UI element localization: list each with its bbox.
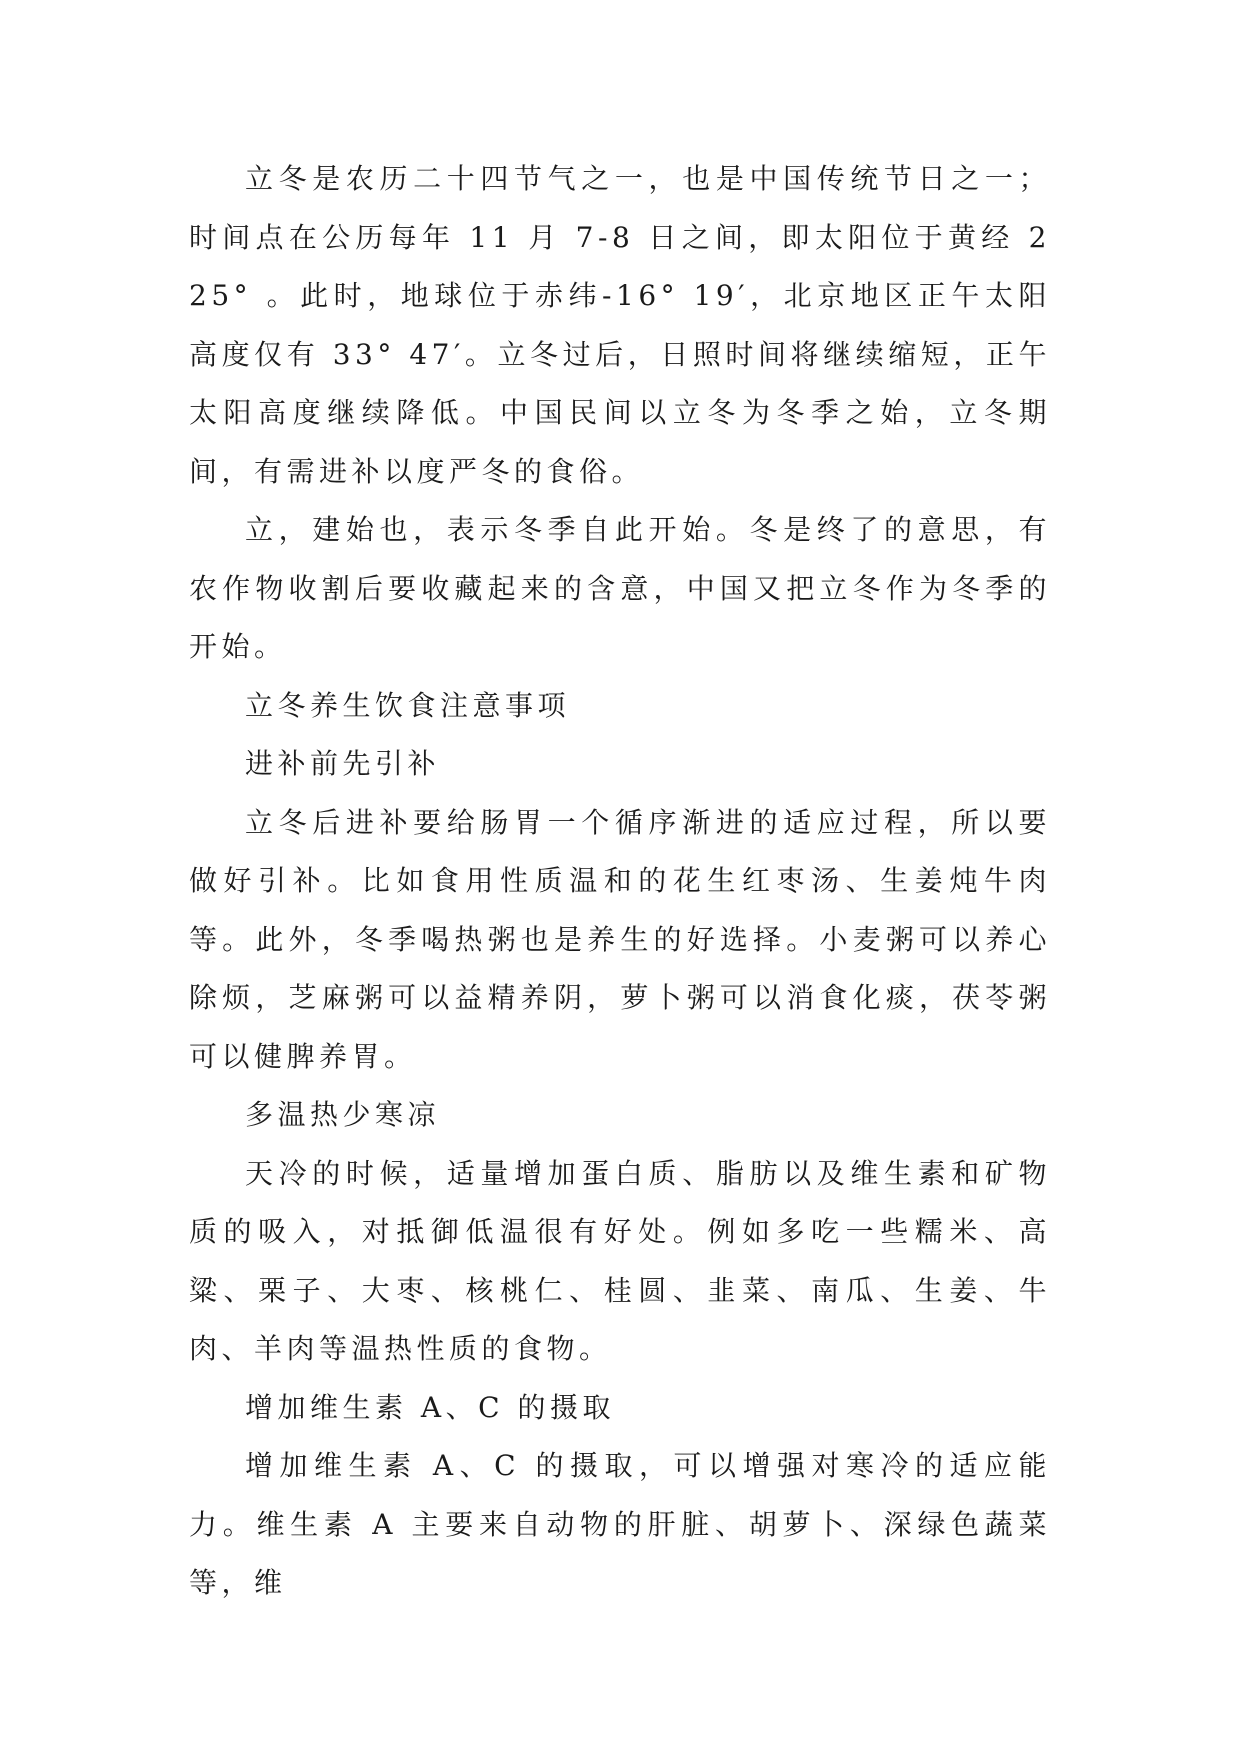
meaning-paragraph: 立，建始也，表示冬季自此开始。冬是终了的意思，有农作物收割后要收藏起来的含意，中国又把立冬作为冬季的开始。: [189, 513, 1051, 663]
subheading-vitamins: 增加维生素 A、C 的摄取: [245, 1390, 615, 1424]
warm-food-paragraph: 天冷的时候，适量增加蛋白质、脂肪以及维生素和矿物质的吸入，对抵御低温很有好处。例如多吃一些糯米、高粱、栗子、大枣、核桃仁、桂圆、韭菜、南瓜、生姜、牛肉、羊肉等温热性质的食物。: [189, 1156, 1051, 1365]
document-body: [189, 150, 1051, 1613]
tonic-paragraph: 立冬后进补要给肠胃一个循序渐进的适应过程，所以要做好引补。比如食用性质温和的花生红枣汤、生姜炖牛肉等。此外，冬季喝热粥也是养生的好选择。小麦粥可以养心除烦，芝麻粥可以益精养阴，萝卜粥可以消食化痰，茯苓粥可以健脾养胃。: [189, 805, 1051, 1073]
intro-paragraph: 立冬是农历二十四节气之一，也是中国传统节日之一；时间点在公历每年 11 月 7-8 日之间，即太阳位于黄经 225° 。此时，地球位于赤纬-16° 19′，北京地区正午太阳高度仅有 33° 47′。立冬过后，日照时间将继续缩短，正午太阳高度继续降低。中国民间以立冬为冬季之始，立冬期间，有需进补以度严冬的食俗。: [189, 162, 1051, 488]
subheading-tonic: 进补前先引补: [245, 747, 441, 780]
vitamins-paragraph: 增加维生素 A、C 的摄取，可以增强对寒冷的适应能力。维生素 A 主要来自动物的肝脏、胡萝卜、深绿色蔬菜等，维: [189, 1449, 1051, 1599]
section-heading: 立冬养生饮食注意事项: [245, 688, 571, 722]
subheading-warm-food: 多温热少寒凉: [245, 1098, 441, 1131]
